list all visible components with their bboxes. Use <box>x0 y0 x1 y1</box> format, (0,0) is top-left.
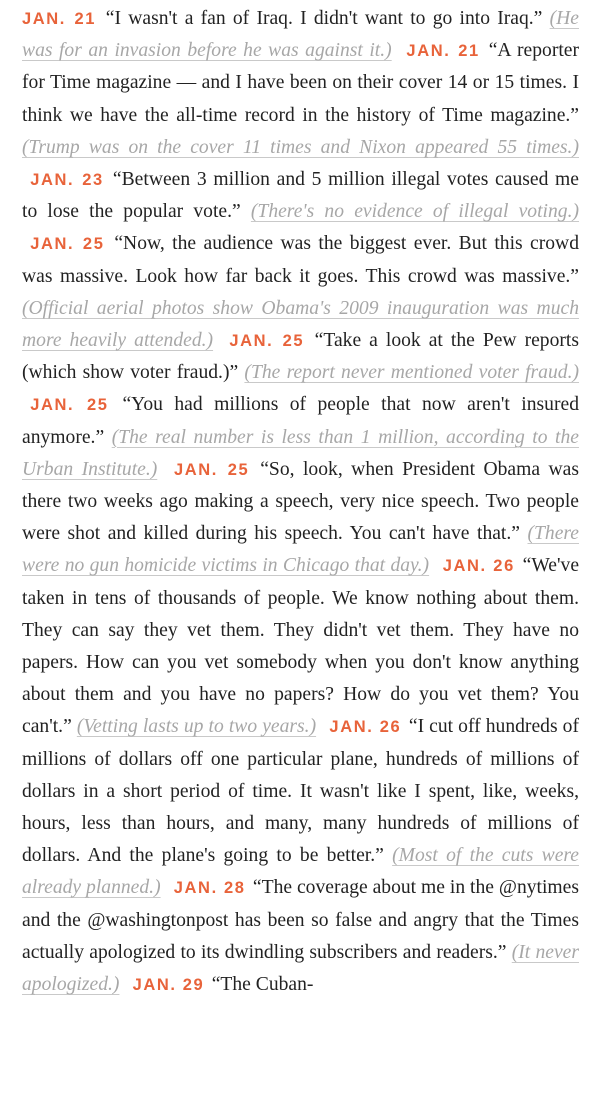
entry-quote: “A reporter for Time magazine — and I have been on their cover 14 or 15 times. I think we have the all-time record in the history of Time magazine.” <box>22 40 580 126</box>
entry-quote: “Take a look at the Pew reports (which show voter fraud.)” <box>22 330 579 384</box>
entry-quote: “Now, the audience was the biggest ever. But this crowd was massive. Look how far back it goes. This crowd was massive.” <box>22 233 579 287</box>
fact-check-link[interactable]: (The report never mentioned voter fraud.) <box>244 362 579 384</box>
entry-quote: “You had millions of people that now aren't insured anymore.” <box>22 394 579 448</box>
entry-date: JAN. 28 <box>173 879 246 898</box>
fact-check-link[interactable]: (Trump was on the cover 11 times and Nixon appeared 55 times.) <box>22 136 579 158</box>
fact-check-link[interactable]: (Vetting lasts up to two years.) <box>76 716 317 738</box>
fact-check-link[interactable]: (The real number is less than 1 million, according to the Urban Institute.) <box>22 426 579 480</box>
article-body <box>22 3 579 1001</box>
entry-quote: “So, look, when President Obama was there two weeks ago making a speech, very nice speech. Two people were shot and killed during his speech. You can't have that.” <box>22 458 579 545</box>
entry-date: JAN. 29 <box>132 976 205 995</box>
entry-quote: “I cut off hundreds of millions of dollars off one particular plane, hundreds of millions of dollars in a short period of time. It wasn't like I spent, like, weeks, hours, less than hours, and many, many hundreds of millions of dollars. And the plane's going to be better.” <box>22 716 579 867</box>
entry-date: JAN. 25 <box>229 332 305 351</box>
fact-check-link[interactable]: (Most of the cuts were already planned.) <box>22 845 579 899</box>
fact-check-link[interactable]: (Official aerial photos show Obama's 2009 inauguration was much more heavily attended.) <box>22 297 579 352</box>
bottom-fade-overlay <box>0 1052 600 1098</box>
fact-check-link[interactable]: (There's no evidence of illegal voting.) <box>250 201 579 223</box>
entry-date: JAN. 25 <box>174 460 250 479</box>
entry-quote: “We've taken in tens of thousands of people. We know nothing about them. They can say they vet them. They didn't vet them. They have no papers. How can you vet somebody when you don't know anything about them and you have no papers? How do you vet them? You can't.” <box>22 555 580 738</box>
fact-check-link[interactable]: (He was for an invasion before he was against it.) <box>22 8 579 62</box>
entry-date: JAN. 23 <box>30 171 104 190</box>
entry-date: JAN. 25 <box>30 235 105 254</box>
entry-quote: “Between 3 million and 5 million illegal votes caused me to lose the popular vote.” <box>22 169 579 223</box>
entry-quote: “The Cuban- <box>211 974 314 996</box>
fact-check-link[interactable]: (There were no gun homicide victims in Chicago that day.) <box>22 523 579 577</box>
entry-quote: “I wasn't a fan of Iraq. I didn't want to go into Iraq.” <box>105 8 543 29</box>
entry-date: JAN. 21 <box>22 10 97 28</box>
entry-date: JAN. 25 <box>30 396 109 415</box>
entry-date: JAN. 21 <box>406 42 480 61</box>
entry-date: JAN. 26 <box>442 557 515 576</box>
entry-quote: “The coverage about me in the @nytimes and the @washingtonpost has been so false and angry that the Times actually apologized to its dwindling subscribers and readers.” <box>22 877 579 963</box>
entry-date: JAN. 26 <box>329 718 402 737</box>
fact-check-link[interactable]: (It never apologized.) <box>22 941 579 996</box>
